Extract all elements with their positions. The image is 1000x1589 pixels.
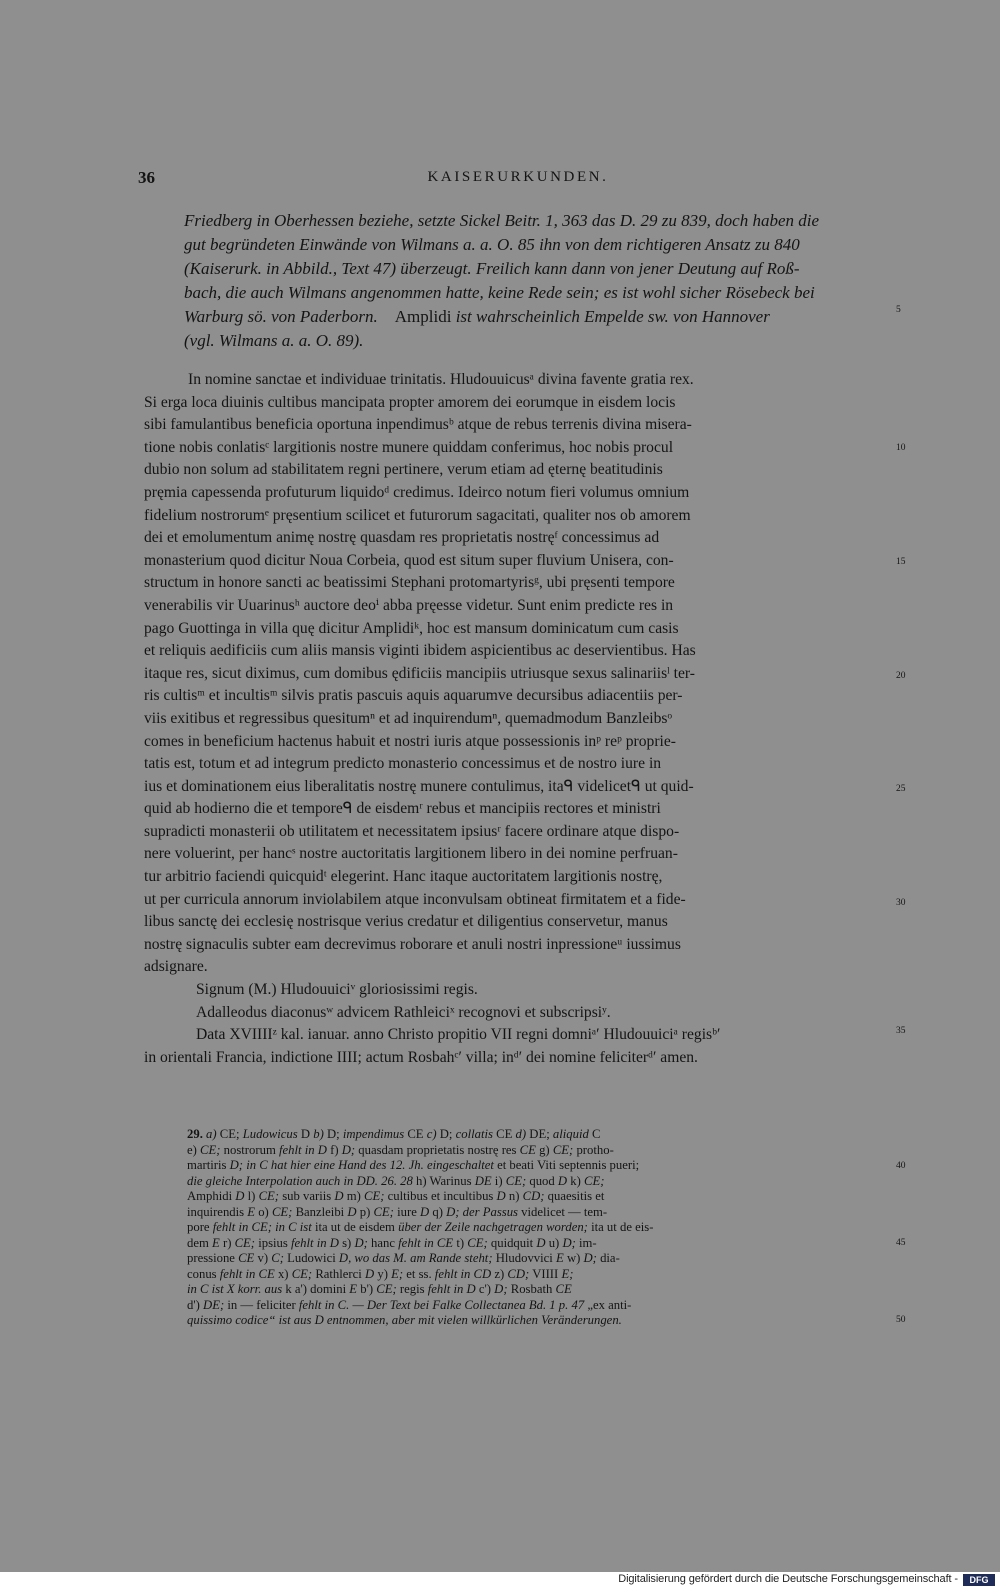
charter-line: ius et dominationem eius liberalitatis nostrę munere contulimus, itaᑫ videlicetᑫ ut quid- xyxy=(144,777,694,795)
apparatus-siglum: CE; xyxy=(376,1282,397,1296)
charter-text xyxy=(144,369,894,1069)
apparatus-text: ita ut de eis- xyxy=(587,1220,654,1234)
charter-line: viis exitibus et regressibus quesitumⁿ et ad inquirendumⁿ, quemadmodum Banzleibsᵒ xyxy=(144,709,672,727)
apparatus-text: CE; xyxy=(219,1127,240,1141)
charter-line: fidelium nostrorumᵉ pręsentium scilicet et futurorum sagacitati, qualiter nos ob amorem xyxy=(144,506,691,524)
apparatus-text: inquirendis xyxy=(187,1204,248,1219)
charter-line: comes in beneficium hactenus habuit et nostri iuris atque possessionis inᵖ reᵖ proprie- xyxy=(144,732,676,750)
apparatus-text: Ludowici xyxy=(283,1251,339,1265)
charter-line: tione nobis conlatisᶜ largitionis nostre munere quiddam conferimus, hoc nobis procul xyxy=(144,438,674,456)
apparatus-text: conus xyxy=(187,1266,220,1281)
intro-place-name: Amplidi xyxy=(394,307,452,326)
charter-line: nostrę signaculis subter eam decrevimus roborare et anuli nostri inpressioneᵘ iussimus xyxy=(144,935,681,953)
line-number: 35 xyxy=(896,1026,906,1036)
apparatus-text: D; xyxy=(326,1127,340,1141)
apparatus-text: CE xyxy=(407,1127,424,1141)
page-header xyxy=(138,168,898,192)
apparatus-siglum: CE; xyxy=(200,1142,221,1157)
line-number: 5 xyxy=(896,305,901,315)
apparatus-siglum: fehlt in CE; in C ist xyxy=(212,1220,312,1234)
apparatus-text: l) xyxy=(244,1189,259,1203)
line-number: 40 xyxy=(896,1161,906,1171)
charter-line: adsignare. xyxy=(144,958,208,976)
apparatus-text: sub variis xyxy=(279,1189,335,1203)
apparatus-siglum: Ludowicus xyxy=(239,1127,301,1141)
apparatus-siglum: CE; xyxy=(505,1173,527,1188)
apparatus-siglum: C; xyxy=(271,1251,284,1265)
intro-line xyxy=(184,305,894,329)
apparatus-text: CE xyxy=(496,1127,513,1141)
apparatus-siglum: CE xyxy=(238,1251,255,1265)
apparatus-siglum: impendimus xyxy=(339,1127,408,1141)
apparatus-siglum: die gleiche Interpolation auch in DD. 26. 28 xyxy=(187,1173,413,1188)
apparatus-text: et ss. xyxy=(403,1266,435,1281)
apparatus-line xyxy=(187,1267,907,1283)
apparatus-line xyxy=(187,1282,907,1298)
apparatus-text: i) xyxy=(491,1173,506,1188)
intro-line: gut begründeten Einwände von Wilmans a. a. O. 85 ihn von dem richtigeren Ansatz zu 840 xyxy=(184,235,800,254)
apparatus-text: dem xyxy=(187,1235,213,1250)
apparatus-text: k) xyxy=(567,1173,584,1188)
apparatus-text: Rosbath xyxy=(507,1282,556,1296)
apparatus-siglum: CE; xyxy=(234,1235,256,1250)
apparatus-text: p) xyxy=(356,1204,374,1219)
apparatus-text: cultibus et incultibus xyxy=(384,1189,497,1203)
apparatus-text: dia- xyxy=(596,1251,620,1265)
apparatus-text: m) xyxy=(343,1189,364,1203)
apparatus-siglum: CE; xyxy=(373,1204,394,1219)
apparatus-text: iure xyxy=(393,1204,420,1219)
apparatus-siglum: E xyxy=(247,1204,256,1219)
apparatus-siglum: CE; xyxy=(552,1142,574,1157)
apparatus-siglum: fehlt in CE xyxy=(219,1266,275,1281)
apparatus-text: z) xyxy=(491,1266,508,1281)
charter-line: quid ab hodierno die et temporeᑫ de eisdemʳ rebus et mancipiis rectores et ministri xyxy=(144,800,661,818)
apparatus-siglum: D; xyxy=(583,1251,597,1265)
charter-line: dubio non solum ad stabilitatem regni pertinere, verum etiam ad ęternę beatitudinis xyxy=(144,461,663,479)
apparatus-siglum: quissimo codice“ ist aus D entnommen, aber mit vielen willkürlichen Veränderungen. xyxy=(187,1313,622,1327)
charter-line: Si erga loca diuinis cultibus mancipata propter amorem dei eorumque in eisdem locis xyxy=(144,393,676,411)
apparatus-text: b') xyxy=(357,1282,377,1296)
line-number: 10 xyxy=(896,443,906,453)
apparatus-siglum: D xyxy=(536,1235,546,1250)
charter-line: libus sanctę dei ecclesię nostrisque verius credatur et diligentius conservetur, manus xyxy=(144,913,668,931)
apparatus-text: quidquit xyxy=(487,1235,537,1250)
apparatus-siglum: E xyxy=(349,1282,358,1296)
apparatus-line xyxy=(187,1158,907,1174)
line-number: 20 xyxy=(896,671,906,681)
charter-line: sibi famulantibus beneficia oportuna inpendimusᵇ atque de rebus terrenis divina misera- xyxy=(144,416,692,434)
apparatus-siglum: über der Zeile nachgetragen worden; xyxy=(398,1220,588,1234)
apparatus-siglum: fehlt in D xyxy=(427,1282,476,1296)
apparatus-siglum: a) xyxy=(202,1127,220,1141)
apparatus-siglum: fehlt in C. — Der Text bei Falke Collectanea Bd. 1 p. 47 xyxy=(298,1297,585,1312)
apparatus-line xyxy=(187,1143,907,1159)
line-number: 30 xyxy=(896,898,906,908)
apparatus-text: n) xyxy=(505,1189,523,1203)
intro-line: Friedberg in Oberhessen beziehe, setzte Sickel Beitr. 1, 363 das D. 29 zu 839, doch haben die xyxy=(184,211,820,230)
apparatus-text: videlicet — tem- xyxy=(518,1204,608,1219)
apparatus-line xyxy=(187,1174,907,1190)
charter-line: et reliquis aedificiis cum aliis mansis viginti ibidem aspicientibus ac deservientibus. Has xyxy=(144,642,696,660)
apparatus-siglum: fehlt in CE xyxy=(398,1235,454,1250)
apparatus-line xyxy=(187,1220,907,1236)
apparatus-siglum: CE; xyxy=(291,1266,313,1281)
charter-line: pago Guottinga in villa quę dicitur Amplidiᵏ, hoc est mansum dominicatum cum casis xyxy=(144,619,679,637)
dfg-logo: DFG xyxy=(963,1574,995,1586)
apparatus-text: quod xyxy=(526,1173,558,1188)
apparatus-siglum: CE xyxy=(519,1142,536,1157)
apparatus-siglum: D; xyxy=(354,1235,368,1250)
apparatus-text: ita ut de eisdem xyxy=(311,1220,399,1234)
apparatus-text: Amphidi xyxy=(187,1189,236,1203)
apparatus-siglum: D xyxy=(420,1204,430,1219)
charter-line: dei et emolumentum animę nostrę quasdam res proprietatis nostręᶠ concessimus ad xyxy=(144,529,660,547)
line-number: 15 xyxy=(896,557,906,567)
apparatus-line xyxy=(187,1205,907,1221)
apparatus-text: D; xyxy=(439,1127,453,1141)
apparatus-siglum: CE; xyxy=(364,1189,385,1203)
apparatus-siglum: E; xyxy=(391,1266,404,1281)
dating-line: Data XVIIIIᶻ kal. ianuar. anno Christo propitio VII regni domniᵃ′ Hludouuiciᵃ regisᵇ′ xyxy=(196,1026,721,1044)
apparatus-siglum: CE; xyxy=(258,1189,280,1203)
charter-line: monasterium quod dicitur Noua Corbeia, quod est situm super fluvium Unisera, con- xyxy=(144,551,674,569)
apparatus-text: pressione xyxy=(187,1251,239,1265)
intro-line: (Kaiserurk. in Abbild., Text 47) überzeugt. Freilich kann dann von jener Deutung auf Roß- xyxy=(184,259,800,278)
apparatus-siglum: d) xyxy=(512,1127,530,1141)
apparatus-siglum: fehlt in CD xyxy=(434,1266,492,1281)
intro-text: ist wahrscheinlich Empelde sw. von Hannover xyxy=(455,307,770,326)
charter-line: tur arbitrio faciendi quicquidᵗ elegerint. Hanc itaque auctoritatem largitionis nostrę, xyxy=(144,868,663,886)
charter-line: structum in honore sancti ac beatissimi Stephani protomartyrisᵍ, ubi pręsenti tempore xyxy=(144,574,675,592)
apparatus-text: Rathlerci xyxy=(312,1266,365,1281)
apparatus-text: Banzleibi xyxy=(292,1204,348,1219)
line-number: 25 xyxy=(896,784,906,794)
apparatus-text: 29. xyxy=(187,1127,203,1141)
recognition-line: Adalleodus diaconusʷ advicem Rathleiciˣ recognovi et subscripsiʸ. xyxy=(196,1003,611,1021)
charter-line: itaque res, sicut diximus, cum domibus ędificiis mancipiis utriusque sexus salinariisˡ ter- xyxy=(144,664,695,682)
apparatus-siglum: DE xyxy=(474,1173,492,1188)
apparatus-text: nostrorum xyxy=(220,1142,279,1157)
apparatus-text: o) xyxy=(255,1204,272,1219)
apparatus-siglum: CE xyxy=(555,1282,572,1296)
apparatus-siglum: D xyxy=(496,1189,506,1203)
charter-line: ut per curricula annorum inviolabilem atque inconvulsam obtineat firmitatem et a fide- xyxy=(144,890,686,908)
apparatus-siglum: b) xyxy=(310,1127,327,1141)
apparatus-text: x) xyxy=(274,1266,292,1281)
charter-line: pręmia capessenda profuturum liquidoᵈ credimus. Ideirco notum fieri volumus omnium xyxy=(144,483,690,501)
apparatus-text: im- xyxy=(575,1235,597,1250)
apparatus-siglum: fehlt in D xyxy=(279,1142,327,1157)
apparatus-text: c') xyxy=(475,1282,495,1296)
apparatus-text: DE; xyxy=(529,1127,550,1141)
apparatus-siglum: DE; xyxy=(203,1297,225,1312)
apparatus-siglum: E xyxy=(556,1251,564,1265)
apparatus-siglum: c) xyxy=(423,1127,440,1141)
charter-line: In nomine sanctae et individuae trinitatis. Hludouuicusᵃ divina favente gratia rex. xyxy=(188,371,694,388)
apparatus-text: w) xyxy=(563,1251,584,1265)
apparatus-text: pore xyxy=(187,1220,213,1234)
apparatus-text: in — feliciter xyxy=(224,1297,299,1312)
apparatus-text: d') xyxy=(187,1297,204,1312)
apparatus-siglum: CD; xyxy=(522,1189,545,1203)
charter-line: ris cultisᵐ et incultisᵐ silvis pratis pascuis aquis aquarumve decursibus adiacentiis per- xyxy=(144,687,683,705)
apparatus-siglum: D xyxy=(365,1266,375,1281)
apparatus-siglum: fehlt in D xyxy=(291,1235,339,1250)
apparatus-siglum: D xyxy=(334,1189,344,1203)
apparatus-text: „ex anti- xyxy=(584,1297,632,1312)
apparatus-text: ipsius xyxy=(255,1235,292,1250)
line-number: 50 xyxy=(896,1315,906,1325)
intro-line: bach, die auch Wilmans angenommen hatte, keine Rede sein; es ist wohl sicher Rösebeck bei xyxy=(184,283,815,302)
apparatus-text: k a') domini xyxy=(282,1282,350,1296)
apparatus-siglum: aliquid xyxy=(549,1127,593,1141)
apparatus-text: t) xyxy=(453,1235,468,1250)
apparatus-line xyxy=(187,1251,907,1267)
charter-line: nere voluerint, per hancˢ nostre auctoritatis largitionem libero in dei nomine perfruan- xyxy=(144,845,678,863)
apparatus-text: f) xyxy=(326,1142,342,1157)
apparatus-text: r) xyxy=(219,1235,235,1250)
apparatus-text: y) xyxy=(374,1266,392,1281)
funding-notice: Digitalisierung gefördert durch die Deutsche Forschungsgemeinschaft - xyxy=(618,1573,958,1585)
apparatus-line xyxy=(187,1298,907,1314)
apparatus-siglum: D; xyxy=(341,1142,356,1157)
apparatus-siglum: E; xyxy=(561,1266,574,1281)
apparatus-siglum: E xyxy=(212,1235,220,1250)
apparatus-siglum: collatis xyxy=(452,1127,497,1141)
apparatus-text: hanc xyxy=(367,1235,399,1250)
apparatus-text: protho- xyxy=(573,1142,614,1157)
apparatus-text: quasdam proprietatis nostrę res xyxy=(355,1142,520,1157)
apparatus-siglum: CD; xyxy=(507,1266,530,1281)
apparatus-siglum: D, wo das M. am Rande steht; xyxy=(338,1251,493,1265)
running-head: KAISERURKUNDEN. xyxy=(427,169,609,185)
apparatus-text: Hludovvici xyxy=(492,1251,556,1265)
apparatus-text: quaesitis et xyxy=(544,1189,605,1203)
apparatus-text: h) Warinus xyxy=(412,1173,475,1188)
intro-text: Warburg sö. von Paderborn. xyxy=(184,307,378,326)
page-number: 36 xyxy=(138,168,155,187)
apparatus-siglum: CE; xyxy=(584,1173,605,1188)
apparatus-text: VIIII xyxy=(529,1266,562,1281)
charter-line: supradicti monasterii ob utilitatem et necessitatem ipsiusʳ facere ordinare atque dispo- xyxy=(144,822,680,840)
apparatus-line xyxy=(187,1127,907,1143)
apparatus-siglum: D xyxy=(557,1173,568,1188)
apparatus-text: C xyxy=(592,1127,601,1141)
apparatus-text: v) xyxy=(254,1251,272,1265)
intro-line: (vgl. Wilmans a. a. O. 89). xyxy=(184,331,364,350)
line-number: 45 xyxy=(896,1238,906,1248)
apparatus-siglum: in C ist X korr. aus xyxy=(187,1282,283,1296)
apparatus-text: regis xyxy=(396,1282,428,1296)
apparatus-text: s) xyxy=(338,1235,355,1250)
apparatus-text: q) xyxy=(429,1204,447,1219)
apparatus-siglum: D; xyxy=(494,1282,508,1296)
apparatus-text: et beati Viti septennis pueri; xyxy=(493,1158,640,1172)
apparatus-siglum: CE; xyxy=(467,1235,488,1250)
digitization-footer xyxy=(0,1572,1000,1589)
editorial-introduction xyxy=(184,209,894,353)
apparatus-text: D xyxy=(300,1127,311,1141)
apparatus-siglum: D xyxy=(235,1189,245,1203)
apparatus-siglum: CE; xyxy=(271,1204,293,1219)
apparatus-siglum: D; xyxy=(562,1235,576,1250)
critical-apparatus xyxy=(187,1127,907,1329)
apparatus-line xyxy=(187,1236,907,1252)
apparatus-text: u) xyxy=(545,1235,563,1250)
signum-line: Signum (M.) Hludouuiciᵛ gloriosissimi regis. xyxy=(196,981,478,999)
charter-line: venerabilis vir Uuarinusʰ auctore deoⁱ abba pręesse videtur. Sunt enim predicte res in xyxy=(144,596,674,614)
apparatus-siglum: D; der Passus xyxy=(446,1204,518,1219)
apparatus-siglum: D xyxy=(347,1204,357,1219)
apparatus-text: martiris xyxy=(187,1158,230,1172)
dating-line: in orientali Francia, indictione IIII; actum Rosbahᶜ′ villa; inᵈ′ dei nomine feliciterᵈ′ amen. xyxy=(144,1048,698,1066)
apparatus-line xyxy=(187,1313,907,1329)
apparatus-siglum: D; in C hat hier eine Hand des 12. Jh. eingeschaltet xyxy=(229,1158,494,1172)
apparatus-text: e) xyxy=(187,1142,201,1157)
apparatus-text: g) xyxy=(535,1142,553,1157)
charter-line: tatis est, totum et ad integrum predicto monasterio concessimus et de nostro iure in xyxy=(144,755,662,773)
apparatus-line xyxy=(187,1189,907,1205)
